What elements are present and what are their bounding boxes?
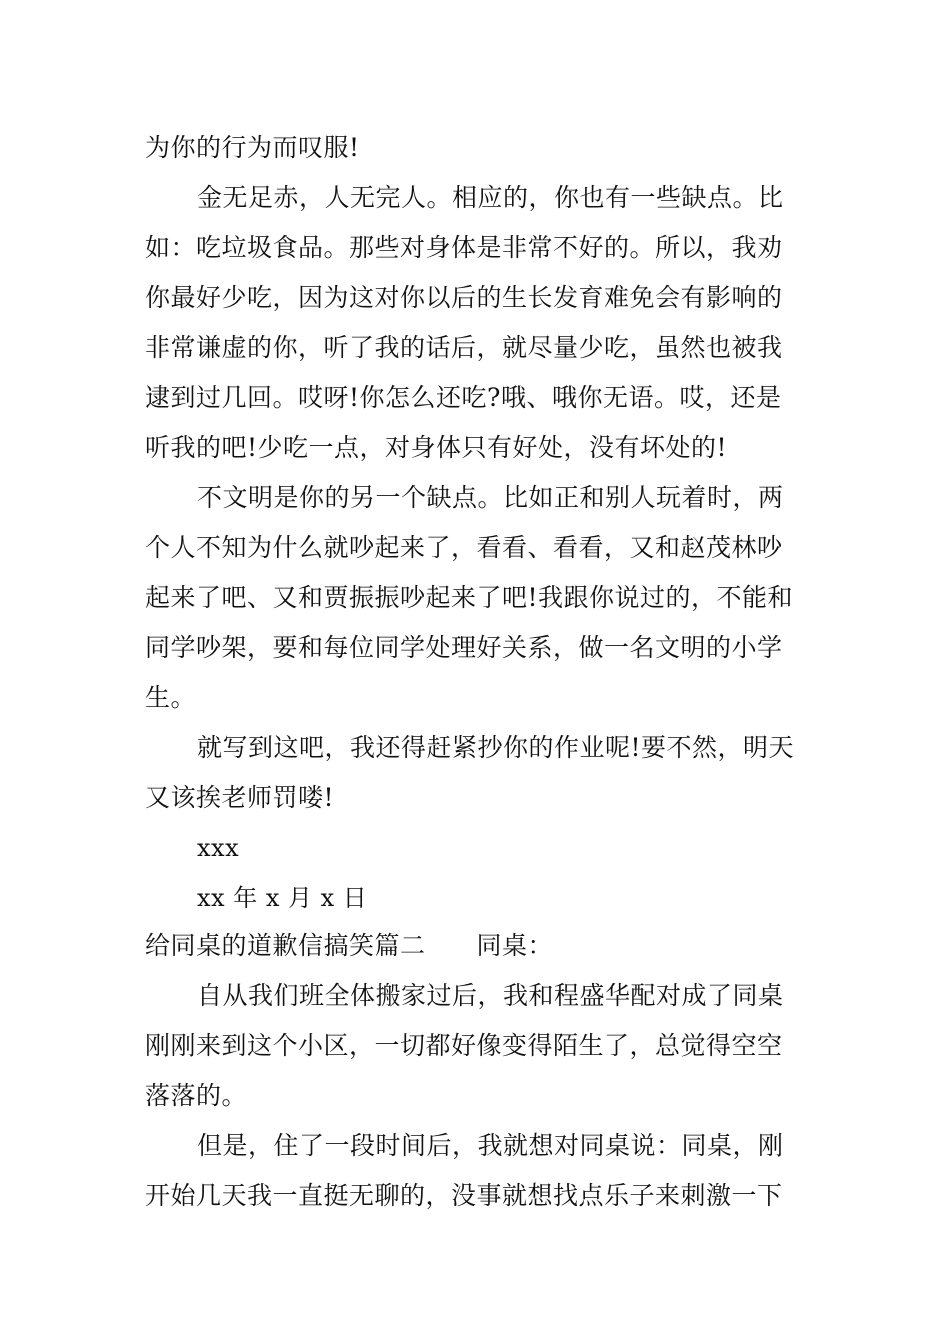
text-line: 落落的。 <box>145 1081 248 1110</box>
text-line: 刚刚来到这个小区，一切都好像变得陌生了，总觉得空空 <box>145 1031 783 1060</box>
signature-date: xx 年 x 月 x 日 <box>197 884 368 912</box>
text-line: 起来了吧、又和贾振振吵起来了吧!我跟你说过的，不能和 <box>145 583 794 612</box>
section-heading: 给同桌的道歉信搞笑篇二 同桌： <box>145 931 554 960</box>
text-line: 为你的行为而叹服! <box>145 133 360 162</box>
text-line: 听我的吧!少吃一点，对身体只有好处，没有坏处的! <box>145 433 728 462</box>
paragraph-start: 就写到这吧，我还得赶紧抄你的作业呢!要不然，明天 <box>197 733 795 762</box>
text-line: 生。 <box>145 683 197 712</box>
text-line: 你最好少吃，因为这对你以后的生长发育难免会有影响的 <box>145 283 783 312</box>
text-line: 同学吵架，要和每位同学处理好关系，做一名文明的小学 <box>145 633 783 662</box>
text-line: 非常谦虚的你，听了我的话后，就尽量少吃，虽然也被我 <box>145 333 783 362</box>
text-line: 个人不知为什么就吵起来了，看看、看看，又和赵茂林吵 <box>145 533 783 562</box>
text-line: 逮到过几回。哎呀!你怎么还吃?哦、哦你无语。哎，还是 <box>145 383 782 412</box>
text-line: 又该挨老师罚喽! <box>145 783 335 812</box>
paragraph-start: 自从我们班全体搬家过后，我和程盛华配对成了同桌 <box>197 981 784 1010</box>
signature-name: xxx <box>197 834 240 862</box>
text-line: 如：吃垃圾食品。那些对身体是非常不好的。所以，我劝 <box>145 233 783 262</box>
paragraph-start: 不文明是你的另一个缺点。比如正和别人玩着时，两 <box>197 483 784 512</box>
paragraph-start: 但是，住了一段时间后，我就想对同桌说：同桌，刚 <box>197 1131 784 1160</box>
paragraph-start: 金无足赤，人无完人。相应的，你也有一些缺点。比 <box>197 183 784 212</box>
text-line: 开始几天我一直挺无聊的，没事就想找点乐子来刺激一下 <box>145 1181 783 1210</box>
